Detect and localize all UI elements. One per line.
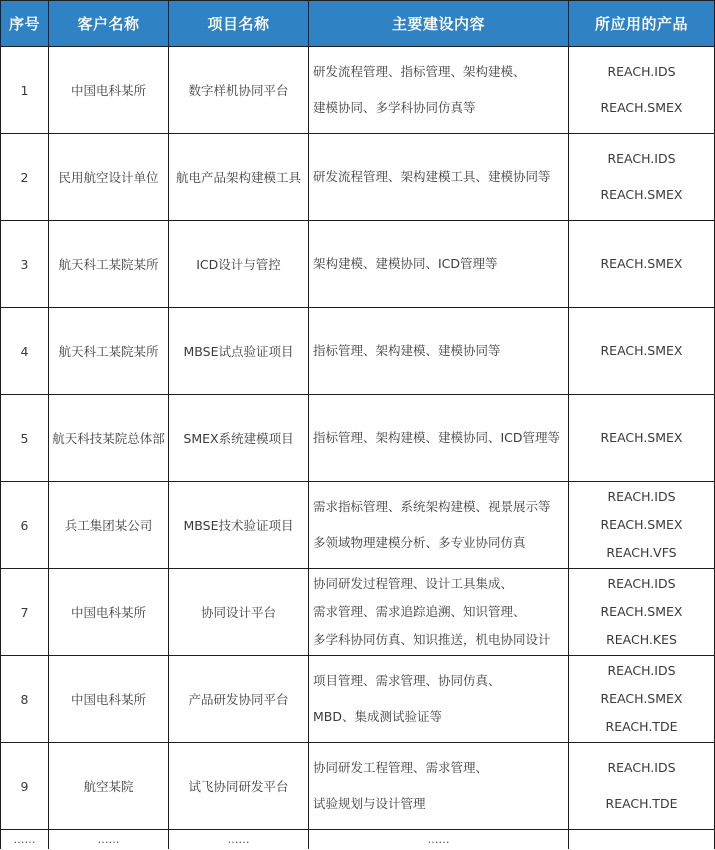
content-line: 研发流程管理、架构建模工具、建模协同等 — [313, 169, 551, 184]
cell-index: 7 — [1, 569, 49, 656]
product-name: REACH.IDS — [607, 64, 676, 79]
content-line: 试验规划与设计管理 — [313, 796, 426, 811]
cell-client: 中国电科某所 — [49, 656, 169, 743]
cell-index: 2 — [1, 134, 49, 221]
content-line: 建模协同、多学科协同仿真等 — [313, 100, 476, 115]
header-index: 序号 — [1, 1, 49, 47]
table-row — [1, 134, 715, 221]
cell-client: 民用航空设计单位 — [49, 134, 169, 221]
product-name: REACH.VFS — [606, 545, 677, 560]
content-line: 协同研发过程管理、设计工具集成、 — [313, 576, 514, 591]
cell-products — [569, 569, 715, 656]
cell-index: 3 — [1, 221, 49, 308]
table-row — [1, 569, 715, 656]
table-header-row — [1, 1, 715, 47]
product-name: REACH.IDS — [607, 576, 676, 591]
cell-project: ICD设计与管控 — [169, 221, 309, 308]
more-cell-content: …… — [309, 830, 569, 850]
cell-content — [309, 134, 569, 221]
cell-index: 4 — [1, 308, 49, 395]
product-name: REACH.TDE — [605, 796, 678, 811]
cell-index: 9 — [1, 743, 49, 830]
cell-products — [569, 395, 715, 482]
cell-content — [309, 308, 569, 395]
cell-content — [309, 656, 569, 743]
cell-client: 中国电科某所 — [49, 569, 169, 656]
header-project: 项目名称 — [169, 1, 309, 47]
content-line: MBD、集成测试验证等 — [313, 709, 442, 724]
cell-client: 航空某院 — [49, 743, 169, 830]
cell-content — [309, 221, 569, 308]
product-name: REACH.SMEX — [600, 430, 683, 445]
cell-index: 6 — [1, 482, 49, 569]
product-name: REACH.IDS — [607, 489, 676, 504]
cell-client: 航天科工某院某所 — [49, 221, 169, 308]
cell-index: 5 — [1, 395, 49, 482]
content-line: 需求指标管理、系统架构建模、视景展示等 — [313, 499, 551, 514]
cell-project: 协同设计平台 — [169, 569, 309, 656]
cell-content — [309, 569, 569, 656]
product-name: REACH.SMEX — [600, 343, 683, 358]
cell-content — [309, 482, 569, 569]
table-row-more — [1, 830, 715, 850]
product-name: REACH.KES — [606, 632, 677, 647]
cell-products — [569, 656, 715, 743]
product-name: REACH.SMEX — [600, 187, 683, 202]
table-row — [1, 656, 715, 743]
content-line: 项目管理、需求管理、协同仿真、 — [313, 673, 501, 688]
product-name: REACH.SMEX — [600, 100, 683, 115]
more-cell-client: …… — [49, 830, 169, 850]
cell-project: 数字样机协同平台 — [169, 47, 309, 134]
product-name: REACH.IDS — [607, 663, 676, 678]
cell-products — [569, 743, 715, 830]
product-name: REACH.TDE — [605, 719, 678, 734]
product-name: REACH.SMEX — [600, 256, 683, 271]
cell-project: SMEX系统建模项目 — [169, 395, 309, 482]
cell-project: 试飞协同研发平台 — [169, 743, 309, 830]
cell-index: 8 — [1, 656, 49, 743]
product-name: REACH.IDS — [607, 760, 676, 775]
content-line: 多学科协同仿真、知识推送，机电协同设计 — [313, 632, 551, 647]
cell-client: 航天科技某院总体部 — [49, 395, 169, 482]
cell-content — [309, 395, 569, 482]
cell-client: 航天科工某院某所 — [49, 308, 169, 395]
content-line: 指标管理、架构建模、建模协同、ICD管理等 — [313, 430, 561, 445]
cell-products — [569, 308, 715, 395]
table-body — [1, 47, 715, 850]
table-row — [1, 308, 715, 395]
cell-index: 1 — [1, 47, 49, 134]
header-products: 所应用的产品 — [569, 1, 715, 47]
table-row — [1, 482, 715, 569]
cell-project: 航电产品架构建模工具 — [169, 134, 309, 221]
cell-project: MBSE试点验证项目 — [169, 308, 309, 395]
content-line: 需求管理、需求追踪追溯、知识管理、 — [313, 604, 526, 619]
content-line: 多领域物理建模分析、多专业协同仿真 — [313, 535, 526, 550]
cell-products — [569, 134, 715, 221]
product-name: REACH.SMEX — [600, 691, 683, 706]
cell-client: 兵工集团某公司 — [49, 482, 169, 569]
table-row — [1, 47, 715, 134]
cell-client: 中国电科某所 — [49, 47, 169, 134]
header-content: 主要建设内容 — [309, 1, 569, 47]
cell-content — [309, 47, 569, 134]
cell-project: 产品研发协同平台 — [169, 656, 309, 743]
content-line: 指标管理、架构建模、建模协同等 — [313, 343, 501, 358]
product-name: REACH.SMEX — [600, 517, 683, 532]
cell-products — [569, 221, 715, 308]
more-cell-products — [569, 830, 715, 850]
content-line: 研发流程管理、指标管理、架构建模、 — [313, 64, 526, 79]
cell-project: MBSE技术验证项目 — [169, 482, 309, 569]
cell-content — [309, 743, 569, 830]
cell-products — [569, 47, 715, 134]
header-client: 客户名称 — [49, 1, 169, 47]
product-name: REACH.SMEX — [600, 604, 683, 619]
more-cell-project: …… — [169, 830, 309, 850]
cell-products — [569, 482, 715, 569]
table-row — [1, 743, 715, 830]
content-line: 架构建模、建模协同、ICD管理等 — [313, 256, 498, 271]
more-cell-index: …… — [1, 830, 49, 850]
content-line: 协同研发工程管理、需求管理、 — [313, 760, 489, 775]
product-name: REACH.IDS — [607, 151, 676, 166]
table-row — [1, 221, 715, 308]
table-row — [1, 395, 715, 482]
